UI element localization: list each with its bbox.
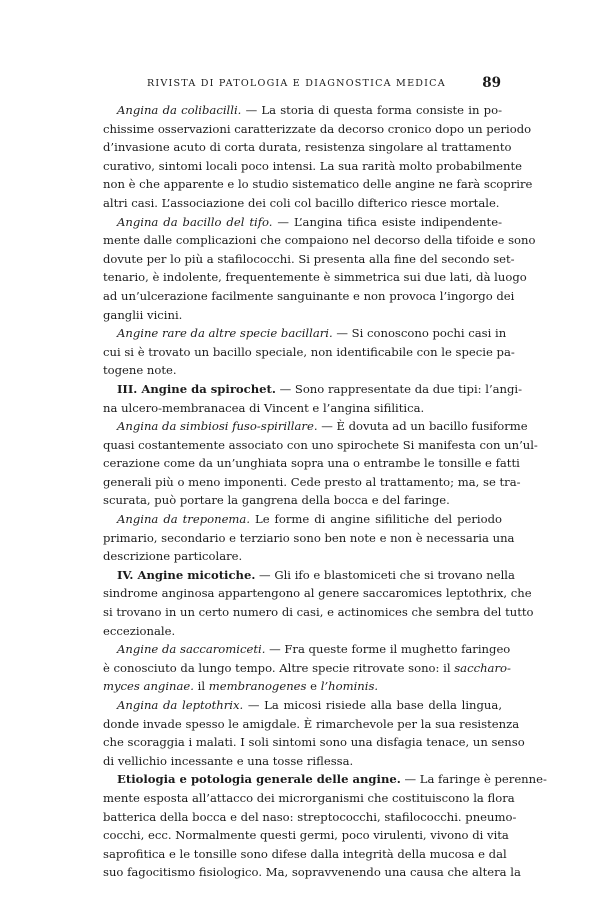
text-line <box>103 770 547 789</box>
text-line <box>103 733 525 752</box>
text-span: che scoraggia i malati. I soli sintomi sono una disfagia tenace, un senso <box>103 735 525 750</box>
text-line <box>103 584 532 603</box>
page-number: 89 <box>482 75 501 91</box>
text-line <box>103 361 502 380</box>
text-span: na ulcero-membranacea di Vincent e l’angina sifilitica. <box>103 400 425 415</box>
text-line <box>103 157 523 176</box>
text-span: — L’angina tifica esiste indipendente- <box>272 214 502 229</box>
italic-text: myces anginae. <box>103 679 194 694</box>
italic-text: Angina da leptothrix. <box>117 698 244 712</box>
text-line <box>103 194 502 213</box>
text-span: mente dalle complicazioni che compaiono nel decorso della tifoide e sono <box>103 233 536 248</box>
italic-text: l’hominis. <box>320 679 379 694</box>
bold-heading: Etiologia e potologia generale delle angine. <box>117 772 401 787</box>
text-line <box>103 287 515 306</box>
text-span: cerazione come da un’unghiata sopra una o entrambe le tonsille e fatti <box>103 456 520 471</box>
text-span: cocchi, ecc. Normalmente questi germi, poco virulenti, vivono di vita <box>103 828 509 843</box>
text-line <box>103 491 502 510</box>
text-line <box>103 231 536 250</box>
text-line <box>103 454 520 473</box>
text-span: non è che apparente e lo studio sistematico delle angine ne farà scoprire <box>103 177 533 192</box>
text-line <box>103 845 507 864</box>
text-line <box>103 380 523 399</box>
text-span: saprofitica e le tonsille sono difese dalla integrità della mucosa e dal <box>103 846 507 861</box>
text-span: primario, secondario e terziario sono ben note e non è necessaria una <box>103 530 515 545</box>
italic-text: Angine rare da altre specie bacillari. <box>117 326 333 341</box>
text-line <box>103 510 502 529</box>
text-line <box>103 250 515 269</box>
running-header <box>105 75 501 95</box>
text-span: curativo, sintomi locali poco intensi. La sua rarità molto probabilmente <box>103 158 523 173</box>
text-line <box>103 789 515 808</box>
italic-text: membranogenes <box>208 679 307 694</box>
text-span: e <box>306 679 321 694</box>
text-line <box>103 826 509 845</box>
text-span: — La faringe è perenne- <box>400 772 547 787</box>
text-span: il <box>193 679 209 694</box>
text-line <box>103 677 502 696</box>
text-span: donde invade spesso le amigdale. È rimarchevole per la sua resistenza <box>103 716 520 731</box>
text-span: chissime osservazioni caratterizzate da decorso cronico dopo un periodo <box>103 121 532 136</box>
text-line <box>103 473 521 492</box>
text-line <box>103 399 502 418</box>
italic-text: Angine da saccaromiceti. <box>117 642 266 657</box>
text-span: cui si è trovato un bacillo speciale, non identificabile con le specie pa- <box>103 344 515 359</box>
bold-heading: IV. Angine micotiche. <box>117 567 256 582</box>
text-span: quasi costantemente associato con uno spirochete Si manifesta con un’ul- <box>103 437 538 452</box>
article-body <box>103 101 547 882</box>
text-span: — Gli ifo e blastomiceti che si trovano nella <box>255 567 515 582</box>
text-line <box>103 529 515 548</box>
text-span: descrizione particolare. <box>103 549 243 564</box>
text-span: dovute per lo più a stafilococchi. Si presenta alla fine del secondo set- <box>103 251 515 266</box>
text-line <box>103 306 502 325</box>
text-line <box>103 547 502 566</box>
text-line <box>103 417 528 436</box>
text-span: si trovano in un certo numero di casi, e actinomices che sembra del tutto <box>103 605 534 620</box>
text-line <box>103 715 520 734</box>
text-span: ganglii vicini. <box>103 307 183 322</box>
text-span: Le forme di angine sifilitiche del periodo <box>250 512 502 527</box>
text-span: eccezionale. <box>103 623 176 638</box>
text-line <box>103 640 511 659</box>
text-line <box>103 324 507 343</box>
text-span: è conosciuto da lungo tempo. Altre specie ritrovate sono: il <box>103 660 455 675</box>
text-line <box>103 138 512 157</box>
text-span: d’invasione acuto di corta durata, resistenza singolare al trattamento <box>103 140 512 155</box>
italic-text: Angina da treponema. <box>117 512 251 527</box>
text-span: — La micosi risiede alla base della lingua, <box>243 698 502 712</box>
text-span: — La storia di questa forma consiste in po- <box>241 103 502 117</box>
text-span: — Sono rappresentate da due tipi: l’angi- <box>275 381 523 396</box>
text-line <box>103 436 538 455</box>
text-span: scurata, può portare la gangrena della bocca e del faringe. <box>103 493 450 508</box>
italic-text: Angina da bacillo del tifo. <box>117 214 273 229</box>
text-line <box>103 268 527 287</box>
text-line <box>103 213 502 232</box>
text-span: — È dovuta ad un bacillo fusiforme <box>317 419 528 434</box>
text-span: ad un’ulcerazione facilmente sanguinante e non provoca l’ingorgo dei <box>103 288 515 303</box>
italic-text: Angina da simbiosi fuso-spirillare. <box>117 419 318 434</box>
text-span: batterica della bocca e del naso: streptococchi, stafilococchi. pneumo- <box>103 809 517 824</box>
text-span: di vellichio incessante e una tosse riflessa. <box>103 753 354 768</box>
text-span: togene note. <box>103 363 177 378</box>
text-span: mente esposta all’attacco dei microrganismi che costituiscono la flora <box>103 790 515 805</box>
italic-text: Angina da colibacilli. <box>117 103 242 117</box>
text-line <box>103 603 534 622</box>
text-line <box>103 659 511 678</box>
text-line <box>103 752 502 771</box>
text-line <box>103 696 502 715</box>
text-line <box>103 343 515 362</box>
text-line <box>103 101 502 120</box>
text-line <box>103 120 532 139</box>
text-line <box>103 175 533 194</box>
text-span: — Si conoscono pochi casi in <box>332 326 507 341</box>
text-span: suo fagocitismo fisiologico. Ma, sopravvenendo una causa che altera la <box>103 865 521 880</box>
text-span: — Fra queste forme il mughetto faringeo <box>265 642 511 657</box>
text-span: generali più o meno imponenti. Cede presto al trattamento; ma, se tra- <box>103 474 521 489</box>
text-line <box>103 863 521 882</box>
text-line <box>103 622 502 641</box>
text-span: tenario, è indolente, frequentemente è simmetrica sui due lati, dà luogo <box>103 270 527 285</box>
text-line <box>103 808 517 827</box>
running-title: RIVISTA DI PATOLOGIA E DIAGNOSTICA MEDICA <box>147 78 446 89</box>
text-span: sindrome anginosa appartengono al genere saccaromices leptothrix, che <box>103 586 532 601</box>
italic-text: saccharo- <box>454 660 511 675</box>
text-span: altri casi. L’associazione dei coli col bacillo difterico riesce mortale. <box>103 195 500 210</box>
text-line <box>103 566 515 585</box>
bold-heading: III. Angine da spirochet. <box>117 381 276 396</box>
